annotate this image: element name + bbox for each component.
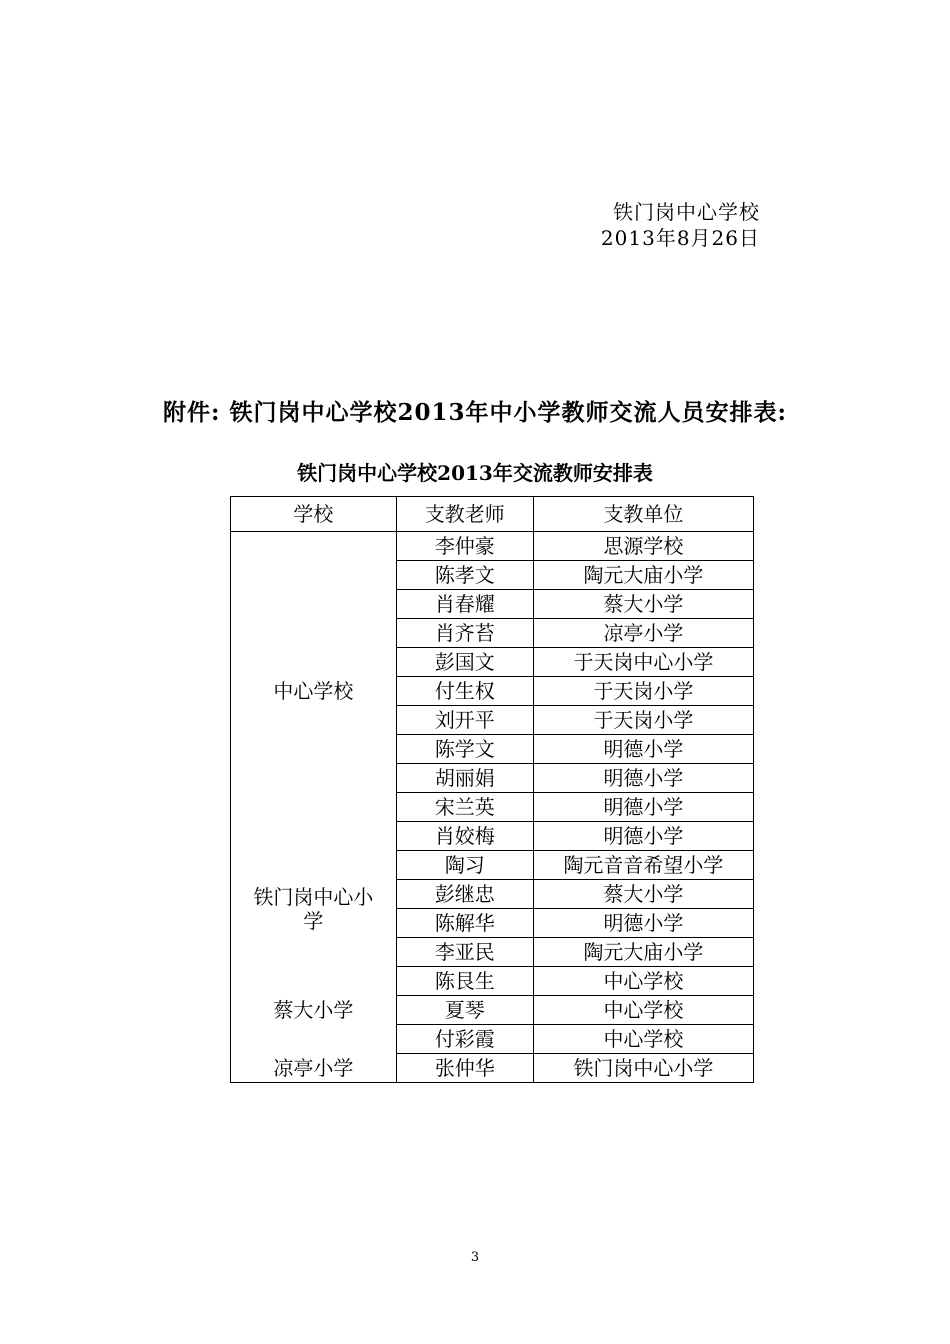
annex-title: 附件: 铁门岗中心学校2013年中小学教师交流人员安排表: bbox=[162, 399, 787, 426]
signature-date: 2013年8月26日 bbox=[600, 226, 760, 250]
cell-teacher: 陈学文 bbox=[396, 735, 533, 764]
cell-teacher: 夏琴 bbox=[396, 996, 533, 1025]
cell-unit: 明德小学 bbox=[533, 909, 753, 938]
cell-teacher: 肖姣梅 bbox=[396, 822, 533, 851]
cell-teacher: 李仲豪 bbox=[396, 532, 533, 561]
cell-unit: 明德小学 bbox=[533, 822, 753, 851]
cell-unit: 于天岗中心小学 bbox=[533, 648, 753, 677]
cell-teacher: 胡丽娟 bbox=[396, 764, 533, 793]
cell-teacher: 陶习 bbox=[396, 851, 533, 880]
signature-organization: 铁门岗中心学校 bbox=[613, 200, 760, 224]
cell-unit: 于天岗小学 bbox=[533, 677, 753, 706]
cell-unit: 思源学校 bbox=[533, 532, 753, 561]
table-row bbox=[231, 1054, 754, 1083]
cell-unit: 陶元大庙小学 bbox=[533, 938, 753, 967]
cell-unit: 铁门岗中心小学 bbox=[533, 1054, 753, 1083]
cell-teacher: 李亚民 bbox=[396, 938, 533, 967]
cell-teacher: 张仲华 bbox=[396, 1054, 533, 1083]
cell-unit: 明德小学 bbox=[533, 793, 753, 822]
cell-unit: 中心学校 bbox=[533, 967, 753, 996]
table-row bbox=[231, 532, 754, 561]
cell-unit: 于天岗小学 bbox=[533, 706, 753, 735]
cell-unit: 蔡大小学 bbox=[533, 880, 753, 909]
cell-school: 中心学校 bbox=[231, 532, 397, 851]
page-number: 3 bbox=[470, 1250, 480, 1265]
cell-teacher: 陈孝文 bbox=[396, 561, 533, 590]
header-school: 学校 bbox=[231, 497, 397, 532]
table-row bbox=[231, 967, 754, 996]
cell-unit: 中心学校 bbox=[533, 996, 753, 1025]
exchange-teacher-table bbox=[230, 496, 754, 1083]
cell-school: 铁门岗中心小学 bbox=[231, 851, 397, 967]
cell-school: 蔡大小学 bbox=[231, 967, 397, 1054]
header-teacher: 支教老师 bbox=[396, 497, 533, 532]
table-row bbox=[231, 851, 754, 880]
cell-unit: 中心学校 bbox=[533, 1025, 753, 1054]
cell-school: 凉亭小学 bbox=[231, 1054, 397, 1083]
cell-teacher: 肖春耀 bbox=[396, 590, 533, 619]
cell-teacher: 付生权 bbox=[396, 677, 533, 706]
cell-teacher: 肖齐苔 bbox=[396, 619, 533, 648]
table-header-row bbox=[231, 497, 754, 532]
cell-unit: 蔡大小学 bbox=[533, 590, 753, 619]
cell-teacher: 付彩霞 bbox=[396, 1025, 533, 1054]
cell-teacher: 彭继忠 bbox=[396, 880, 533, 909]
cell-unit: 明德小学 bbox=[533, 764, 753, 793]
cell-unit: 陶元音音希望小学 bbox=[533, 851, 753, 880]
cell-unit: 陶元大庙小学 bbox=[533, 561, 753, 590]
header-unit: 支教单位 bbox=[533, 497, 753, 532]
cell-teacher: 陈解华 bbox=[396, 909, 533, 938]
cell-unit: 明德小学 bbox=[533, 735, 753, 764]
cell-teacher: 陈艮生 bbox=[396, 967, 533, 996]
cell-unit: 凉亭小学 bbox=[533, 619, 753, 648]
table-title: 铁门岗中心学校2013年交流教师安排表 bbox=[297, 461, 653, 485]
cell-teacher: 彭国文 bbox=[396, 648, 533, 677]
cell-teacher: 宋兰英 bbox=[396, 793, 533, 822]
cell-teacher: 刘开平 bbox=[396, 706, 533, 735]
